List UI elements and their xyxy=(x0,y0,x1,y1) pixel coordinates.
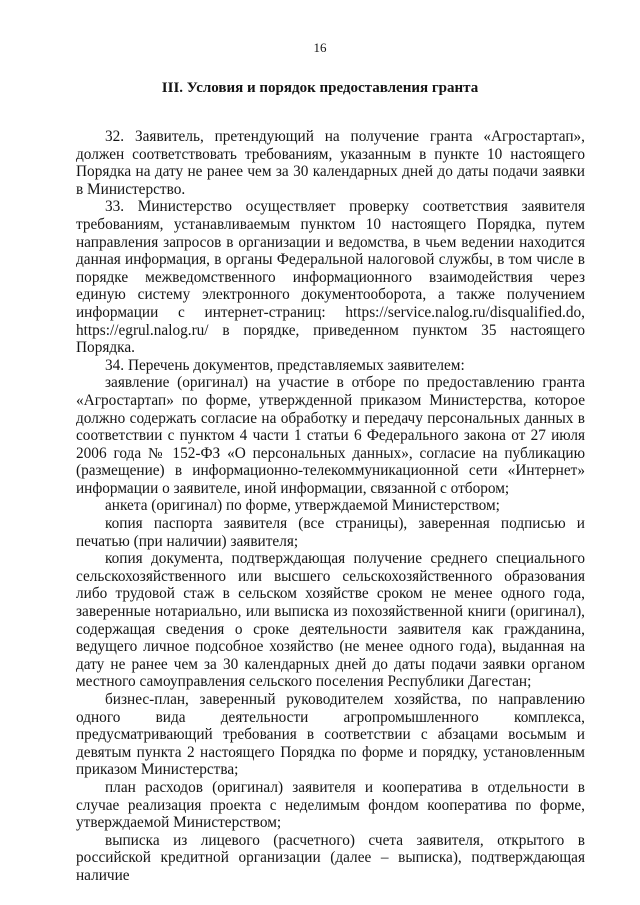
paragraph-34: 34. Перечень документов, представляемых заявителем: xyxy=(105,356,465,374)
list-item-passport-copy: копия паспорта заявителя (все страницы), заверенная подписью и печатью (при наличии) заявителя; xyxy=(76,515,585,550)
list-item-application: заявление (оригинал) на участие в отборе по предоставлению гранта «Агростартап» по форме, утвержденной приказом Министерства, которое должно содержать согласие на обработку и передачу персональных данных в соответствии с пунктом 4 части 1 статьи 6 Федерального закона от 27 июля 2006 года № 152-ФЗ «О персональных данных», согласие на публикацию (размещение) в информационно-телекоммуникационной сети «Интернет» информации о заявителе, иной информации, связанной с отбором; xyxy=(76,374,585,497)
list-item-expense-plan: план расходов (оригинал) заявителя и кооператива в отдельности в случае реализация проекта с неделимым фондом кооператива по форме, утверждаемой Министерством; xyxy=(76,778,585,832)
list-item-questionnaire: анкета (оригинал) по форме, утверждаемой Министерством; xyxy=(105,497,500,515)
page-number: 16 xyxy=(313,40,327,55)
paragraph-32: 32. Заявитель, претендующий на получение гранта «Агростартап», должен соответствовать требованиям, указанным в пункте 10 настоящего Порядка на дату не ранее чем за 30 календарных дней до даты подачи заявки в Министерство. xyxy=(76,128,585,198)
list-item-business-plan: бизнес-план, заверенный руководителем хозяйства, по направлению одного вида деятельности агропромышленного комплекса, предусматривающий требования в соответствии с абзацами восьмым и девятым пункта 2 настоящего Порядка по форме и порядку, установленным приказом Министерства; xyxy=(76,691,585,779)
section-title: III. Условия и порядок предоставления гранта xyxy=(161,80,479,96)
list-item-account-statement: выписка из лицевого (расчетного) счета заявителя, открытого в российской кредитной организации (далее – выписка), подтверждающая наличие xyxy=(76,831,585,884)
list-item-education-document: копия документа, подтверждающая получение среднего специального сельскохозяйственного или высшего сельскохозяйственного образования либо трудовой стаж в сельском хозяйстве сроком не менее одного года, заверенные нотариально, или выписка из похозяйственной книги (оригинал), содержащая сведения о сроке деятельности заявителя как гражданина, ведущего личное подсобное хозяйство (не менее одного года), выданная на дату не ранее чем за 30 календарных дней до даты подачи заявки органом местного самоуправления сельского поселения Республики Дагестан; xyxy=(76,550,585,691)
paragraph-33: 33. Министерство осуществляет проверку соответствия заявителя требованиям, устанавливаемым пунктом 10 настоящего Порядка, путем направления запросов в организации и ведомства, в чьем ведении находится данная информация, в органы Федеральной налоговой службы, в том числе в порядке межведомственного информационного взаимодействия через единую систему электронного документооборота, а также получением информации с интернет-страниц: https://service.nalog.ru/disqualified.do, https://egrul.nalog.ru/ в порядке, приведенном пунктом 35 настоящего Порядка. xyxy=(76,198,585,357)
document-body xyxy=(76,128,585,885)
